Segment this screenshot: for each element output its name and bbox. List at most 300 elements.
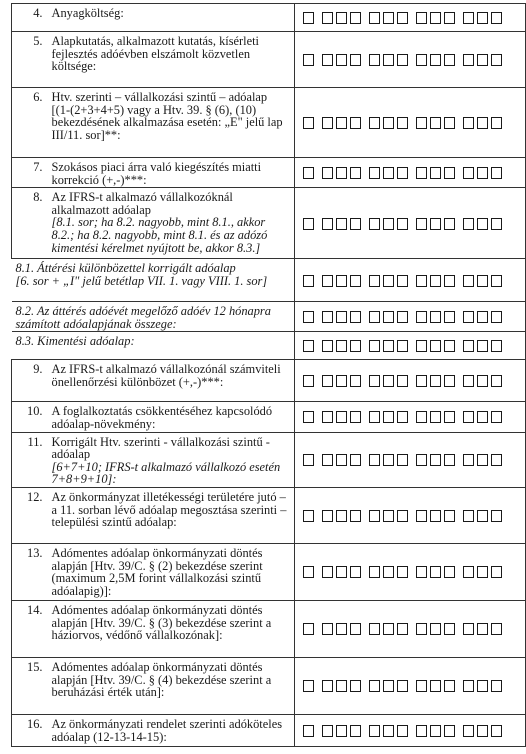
digit-box[interactable] xyxy=(430,623,441,635)
digit-group xyxy=(463,214,502,232)
digit-box[interactable] xyxy=(463,117,474,129)
digit-group xyxy=(463,677,502,695)
digit-box[interactable] xyxy=(463,340,474,352)
digit-group xyxy=(416,372,455,390)
digit-box[interactable] xyxy=(416,117,427,129)
digit-box[interactable] xyxy=(303,454,314,466)
digit-box[interactable] xyxy=(444,623,455,635)
form-row xyxy=(12,332,526,360)
form-row xyxy=(12,432,526,487)
digit-box[interactable] xyxy=(350,117,361,129)
digit-box[interactable] xyxy=(303,275,314,287)
digit-box[interactable] xyxy=(397,454,408,466)
digit-box[interactable] xyxy=(463,454,474,466)
digit-box[interactable] xyxy=(477,218,488,230)
digit-group xyxy=(463,507,502,525)
digit-group xyxy=(322,507,361,525)
row-label xyxy=(48,543,295,600)
digit-box[interactable] xyxy=(336,454,347,466)
digit-box[interactable] xyxy=(430,411,441,423)
digit-box[interactable] xyxy=(336,311,347,323)
digit-box[interactable] xyxy=(416,510,427,522)
digit-box[interactable] xyxy=(322,680,333,692)
digit-box[interactable] xyxy=(322,117,333,129)
row-label-text: Anyagköltség: xyxy=(51,6,124,20)
digit-box[interactable] xyxy=(336,680,347,692)
digit-box[interactable] xyxy=(416,311,427,323)
digit-box[interactable] xyxy=(463,218,474,230)
form-row xyxy=(12,543,526,600)
row-label-italic-text: 8.2. Az áttérés adóévét megelőző adóév 12 hónapra számított adóalapjának összege: xyxy=(15,304,271,331)
digit-box[interactable] xyxy=(430,117,441,129)
digit-box[interactable] xyxy=(463,275,474,287)
digit-box[interactable] xyxy=(322,411,333,423)
digit-box[interactable] xyxy=(397,375,408,387)
digit-box[interactable] xyxy=(444,566,455,578)
digit-box[interactable] xyxy=(444,375,455,387)
digit-box[interactable] xyxy=(350,680,361,692)
form-table xyxy=(11,3,526,747)
digit-box[interactable] xyxy=(463,311,474,323)
digit-box[interactable] xyxy=(336,117,347,129)
digit-group xyxy=(303,51,314,69)
digit-group xyxy=(369,337,408,355)
digit-box[interactable] xyxy=(350,311,361,323)
digit-box[interactable] xyxy=(336,167,347,179)
digit-box[interactable] xyxy=(477,340,488,352)
digit-box[interactable] xyxy=(369,54,380,66)
digit-box[interactable] xyxy=(491,218,502,230)
digit-box[interactable] xyxy=(383,12,394,24)
digit-box[interactable] xyxy=(383,566,394,578)
digit-box[interactable] xyxy=(322,12,333,24)
digit-box[interactable] xyxy=(383,311,394,323)
digit-box[interactable] xyxy=(397,411,408,423)
digit-box[interactable] xyxy=(477,566,488,578)
row-label-text: Adómentes adóalap önkormányzati döntés alapján [Htv. 39/C. § (2) bekezdése szerint (maximum 2,5M forint vállalkozási szintű adóalapig)]: xyxy=(51,545,263,598)
digit-group xyxy=(322,677,361,695)
digit-box[interactable] xyxy=(383,218,394,230)
digit-box[interactable] xyxy=(491,54,502,66)
digit-box[interactable] xyxy=(430,340,441,352)
digit-box[interactable] xyxy=(477,275,488,287)
digit-box[interactable] xyxy=(416,340,427,352)
digit-box[interactable] xyxy=(444,117,455,129)
digit-box[interactable] xyxy=(336,54,347,66)
digit-box[interactable] xyxy=(416,167,427,179)
digit-group xyxy=(303,722,314,740)
digit-box[interactable] xyxy=(369,275,380,287)
digit-box[interactable] xyxy=(383,725,394,737)
digit-box[interactable] xyxy=(322,566,333,578)
amount-input[interactable] xyxy=(295,259,526,302)
amount-input[interactable] xyxy=(295,188,526,259)
digit-box[interactable] xyxy=(430,12,441,24)
digit-box[interactable] xyxy=(463,623,474,635)
digit-group xyxy=(416,51,455,69)
digit-box[interactable] xyxy=(369,623,380,635)
digit-group xyxy=(416,114,455,132)
digit-group xyxy=(303,271,314,289)
row-number: 9. xyxy=(12,360,48,402)
digit-box[interactable] xyxy=(369,510,380,522)
digit-box[interactable] xyxy=(303,375,314,387)
amount-input[interactable] xyxy=(295,88,526,158)
form-row xyxy=(12,600,526,657)
digit-box[interactable] xyxy=(369,411,380,423)
digit-box[interactable] xyxy=(322,311,333,323)
digit-box[interactable] xyxy=(350,623,361,635)
digit-box[interactable] xyxy=(369,375,380,387)
amount-input[interactable] xyxy=(295,360,526,402)
digit-box[interactable] xyxy=(397,725,408,737)
digit-group xyxy=(303,677,314,695)
amount-input[interactable] xyxy=(295,4,526,32)
digit-box[interactable] xyxy=(397,623,408,635)
digit-box[interactable] xyxy=(336,218,347,230)
digit-box[interactable] xyxy=(463,725,474,737)
digit-box[interactable] xyxy=(369,566,380,578)
amount-input[interactable] xyxy=(295,158,526,188)
amount-input[interactable] xyxy=(295,32,526,88)
digit-box[interactable] xyxy=(430,218,441,230)
form-rows xyxy=(12,4,526,747)
digit-box[interactable] xyxy=(383,510,394,522)
digit-box[interactable] xyxy=(383,623,394,635)
digit-group xyxy=(416,620,455,638)
digit-box[interactable] xyxy=(369,167,380,179)
digit-box[interactable] xyxy=(430,510,441,522)
digit-box[interactable] xyxy=(430,680,441,692)
digit-group xyxy=(322,563,361,581)
row-label-italic-text: 8.3. Kimentési adóalap: xyxy=(15,334,135,349)
digit-box[interactable] xyxy=(303,725,314,737)
digit-box[interactable] xyxy=(491,167,502,179)
digit-box[interactable] xyxy=(491,680,502,692)
digit-box[interactable] xyxy=(322,275,333,287)
digit-box[interactable] xyxy=(397,680,408,692)
digit-box[interactable] xyxy=(491,566,502,578)
digit-box[interactable] xyxy=(491,275,502,287)
digit-box[interactable] xyxy=(303,12,314,24)
digit-group xyxy=(369,164,408,182)
amount-input[interactable] xyxy=(295,402,526,432)
digit-box[interactable] xyxy=(444,340,455,352)
digit-box[interactable] xyxy=(430,454,441,466)
digit-box[interactable] xyxy=(303,340,314,352)
digit-box[interactable] xyxy=(444,218,455,230)
row-label xyxy=(48,714,295,746)
digit-box[interactable] xyxy=(416,12,427,24)
digit-box[interactable] xyxy=(491,12,502,24)
digit-group xyxy=(322,9,361,27)
row-label xyxy=(48,657,295,714)
digit-box[interactable] xyxy=(336,375,347,387)
row-label-italic-text: [6. sor + „I" jelű betétlap VII. 1. vagy VIII. 1. sor] xyxy=(15,273,268,288)
row-label-text: Az IFRS-t alkalmazó vállalkozónál számviteli önellenőrzési különbözet (+,-)***: xyxy=(51,362,281,389)
digit-group xyxy=(416,451,455,469)
digit-box[interactable] xyxy=(416,725,427,737)
row-label xyxy=(48,88,295,158)
form-row xyxy=(12,402,526,432)
digit-group xyxy=(369,114,408,132)
digit-box[interactable] xyxy=(383,54,394,66)
digit-box[interactable] xyxy=(416,218,427,230)
row-label-italic-text: [6+7+10; IFRS-t alkalmazó vállalkozó esetén 7+8+9+10]: xyxy=(51,459,281,487)
digit-box[interactable] xyxy=(397,275,408,287)
digit-box[interactable] xyxy=(383,167,394,179)
digit-box[interactable] xyxy=(350,340,361,352)
digit-box[interactable] xyxy=(416,54,427,66)
digit-box[interactable] xyxy=(350,218,361,230)
row-number: 15. xyxy=(12,657,48,714)
digit-box[interactable] xyxy=(303,54,314,66)
digit-box[interactable] xyxy=(477,375,488,387)
digit-box[interactable] xyxy=(350,411,361,423)
digit-box[interactable] xyxy=(416,623,427,635)
digit-box[interactable] xyxy=(463,566,474,578)
amount-input[interactable] xyxy=(295,332,526,360)
digit-group xyxy=(303,9,314,27)
amount-input[interactable] xyxy=(295,432,526,487)
digit-group xyxy=(416,563,455,581)
digit-box[interactable] xyxy=(477,725,488,737)
digit-group xyxy=(303,620,314,638)
digit-box[interactable] xyxy=(303,218,314,230)
digit-group xyxy=(322,372,361,390)
digit-box[interactable] xyxy=(336,340,347,352)
digit-box[interactable] xyxy=(463,510,474,522)
digit-box[interactable] xyxy=(336,623,347,635)
digit-box[interactable] xyxy=(444,411,455,423)
digit-box[interactable] xyxy=(369,311,380,323)
digit-box[interactable] xyxy=(303,623,314,635)
row-number: 16. xyxy=(12,714,48,746)
row-label-italic-text: 8.1. Áttérési különbözettel korrigált adóalap xyxy=(15,261,236,276)
digit-box[interactable] xyxy=(397,218,408,230)
digit-box[interactable] xyxy=(477,167,488,179)
digit-box[interactable] xyxy=(322,623,333,635)
digit-box[interactable] xyxy=(477,411,488,423)
digit-box[interactable] xyxy=(303,311,314,323)
digit-box[interactable] xyxy=(416,411,427,423)
digit-box[interactable] xyxy=(397,12,408,24)
digit-box[interactable] xyxy=(369,117,380,129)
digit-box[interactable] xyxy=(491,375,502,387)
digit-box[interactable] xyxy=(336,566,347,578)
digit-box[interactable] xyxy=(303,680,314,692)
digit-group xyxy=(463,114,502,132)
row-label-text: Az önkormányzat illetékességi területére jutó – a 11. sorban lévő adóalap megosztása szerinti – települési szintű adóalap: xyxy=(51,489,287,530)
digit-box[interactable] xyxy=(491,340,502,352)
digit-box[interactable] xyxy=(491,311,502,323)
amount-input[interactable] xyxy=(295,600,526,657)
row-label-text: Adómentes adóalap önkormányzati döntés alapján [Htv. 39/C. § (3) bekezdése szerint a háziorvos, védőnő vállalkozónak]: xyxy=(51,602,272,643)
digit-box[interactable] xyxy=(491,623,502,635)
amount-input[interactable] xyxy=(295,487,526,543)
digit-box[interactable] xyxy=(477,454,488,466)
digit-group xyxy=(369,451,408,469)
digit-box[interactable] xyxy=(444,725,455,737)
digit-box[interactable] xyxy=(350,275,361,287)
digit-box[interactable] xyxy=(430,275,441,287)
digit-group xyxy=(322,51,361,69)
digit-box[interactable] xyxy=(322,510,333,522)
digit-box[interactable] xyxy=(430,311,441,323)
digit-box[interactable] xyxy=(303,566,314,578)
digit-box[interactable] xyxy=(491,725,502,737)
digit-group xyxy=(369,677,408,695)
digit-box[interactable] xyxy=(336,12,347,24)
digit-box[interactable] xyxy=(397,117,408,129)
digit-box[interactable] xyxy=(491,411,502,423)
digit-box[interactable] xyxy=(350,167,361,179)
digit-group xyxy=(322,722,361,740)
digit-box[interactable] xyxy=(477,117,488,129)
digit-group xyxy=(322,214,361,232)
digit-box[interactable] xyxy=(444,510,455,522)
digit-group xyxy=(322,451,361,469)
digit-box[interactable] xyxy=(416,566,427,578)
digit-box[interactable] xyxy=(430,54,441,66)
digit-box[interactable] xyxy=(430,375,441,387)
digit-group xyxy=(322,114,361,132)
digit-group xyxy=(303,563,314,581)
digit-box[interactable] xyxy=(383,680,394,692)
digit-box[interactable] xyxy=(416,454,427,466)
row-label-text: [(1-(2+3+4+5) vagy a Htv. 39. § (6), (10) bekezdésének alkalmazása esetén: „E" jelű lap III/11. sor]**: xyxy=(51,102,283,142)
digit-box[interactable] xyxy=(397,566,408,578)
digit-box[interactable] xyxy=(491,117,502,129)
digit-box[interactable] xyxy=(350,510,361,522)
digit-group xyxy=(303,214,314,232)
digit-box[interactable] xyxy=(383,454,394,466)
digit-box[interactable] xyxy=(322,167,333,179)
digit-box[interactable] xyxy=(303,167,314,179)
digit-box[interactable] xyxy=(383,117,394,129)
digit-box[interactable] xyxy=(416,275,427,287)
digit-box[interactable] xyxy=(383,375,394,387)
digit-box[interactable] xyxy=(477,680,488,692)
row-label xyxy=(48,600,295,657)
digit-box[interactable] xyxy=(444,454,455,466)
digit-box[interactable] xyxy=(397,311,408,323)
row-label xyxy=(48,32,295,88)
digit-box[interactable] xyxy=(416,680,427,692)
digit-box[interactable] xyxy=(322,375,333,387)
digit-box[interactable] xyxy=(463,411,474,423)
digit-box[interactable] xyxy=(322,725,333,737)
digit-group xyxy=(416,722,455,740)
digit-box[interactable] xyxy=(444,167,455,179)
digit-box[interactable] xyxy=(369,12,380,24)
digit-group xyxy=(416,271,455,289)
digit-box[interactable] xyxy=(322,340,333,352)
row-label xyxy=(12,332,295,360)
digit-box[interactable] xyxy=(369,680,380,692)
digit-box[interactable] xyxy=(444,12,455,24)
digit-box[interactable] xyxy=(416,375,427,387)
digit-box[interactable] xyxy=(430,566,441,578)
digit-box[interactable] xyxy=(397,340,408,352)
digit-box[interactable] xyxy=(444,680,455,692)
digit-box[interactable] xyxy=(322,54,333,66)
digit-box[interactable] xyxy=(336,411,347,423)
digit-group xyxy=(416,9,455,27)
digit-box[interactable] xyxy=(322,218,333,230)
digit-box[interactable] xyxy=(477,12,488,24)
digit-box[interactable] xyxy=(336,510,347,522)
digit-box[interactable] xyxy=(430,725,441,737)
digit-box[interactable] xyxy=(397,167,408,179)
digit-box[interactable] xyxy=(463,12,474,24)
digit-group xyxy=(463,271,502,289)
digit-box[interactable] xyxy=(463,680,474,692)
digit-box[interactable] xyxy=(322,454,333,466)
row-label-text: Adómentes adóalap önkormányzati döntés alapján [Htv. 39/C. § (4) bekezdése szerint a beruházási érték után]: xyxy=(51,659,272,700)
digit-box[interactable] xyxy=(430,167,441,179)
digit-box[interactable] xyxy=(383,411,394,423)
digit-box[interactable] xyxy=(350,12,361,24)
digit-group xyxy=(416,164,455,182)
amount-input[interactable] xyxy=(295,657,526,714)
row-number: 10. xyxy=(12,402,48,432)
digit-group xyxy=(463,563,502,581)
digit-box[interactable] xyxy=(491,454,502,466)
row-label xyxy=(12,302,295,332)
digit-box[interactable] xyxy=(444,275,455,287)
digit-group xyxy=(369,563,408,581)
digit-box[interactable] xyxy=(336,275,347,287)
digit-box[interactable] xyxy=(369,454,380,466)
digit-box[interactable] xyxy=(350,566,361,578)
digit-box[interactable] xyxy=(491,510,502,522)
amount-input[interactable] xyxy=(295,302,526,332)
digit-group xyxy=(322,271,361,289)
digit-box[interactable] xyxy=(463,167,474,179)
digit-box[interactable] xyxy=(350,375,361,387)
digit-box[interactable] xyxy=(369,725,380,737)
digit-box[interactable] xyxy=(350,454,361,466)
digit-box[interactable] xyxy=(477,623,488,635)
digit-box[interactable] xyxy=(336,725,347,737)
digit-box[interactable] xyxy=(463,54,474,66)
form-row xyxy=(12,360,526,402)
digit-box[interactable] xyxy=(397,54,408,66)
digit-box[interactable] xyxy=(383,275,394,287)
digit-box[interactable] xyxy=(350,54,361,66)
digit-box[interactable] xyxy=(477,311,488,323)
row-label xyxy=(12,259,295,302)
digit-box[interactable] xyxy=(369,340,380,352)
digit-box[interactable] xyxy=(303,510,314,522)
digit-box[interactable] xyxy=(383,340,394,352)
digit-box[interactable] xyxy=(303,117,314,129)
digit-box[interactable] xyxy=(369,218,380,230)
digit-box[interactable] xyxy=(303,411,314,423)
digit-box[interactable] xyxy=(463,375,474,387)
digit-box[interactable] xyxy=(477,510,488,522)
digit-box[interactable] xyxy=(444,311,455,323)
digit-box[interactable] xyxy=(350,725,361,737)
digit-box[interactable] xyxy=(397,510,408,522)
form-row xyxy=(12,158,526,188)
digit-box[interactable] xyxy=(477,54,488,66)
digit-box[interactable] xyxy=(444,54,455,66)
digit-group xyxy=(416,677,455,695)
amount-input[interactable] xyxy=(295,543,526,600)
amount-input[interactable] xyxy=(295,714,526,746)
